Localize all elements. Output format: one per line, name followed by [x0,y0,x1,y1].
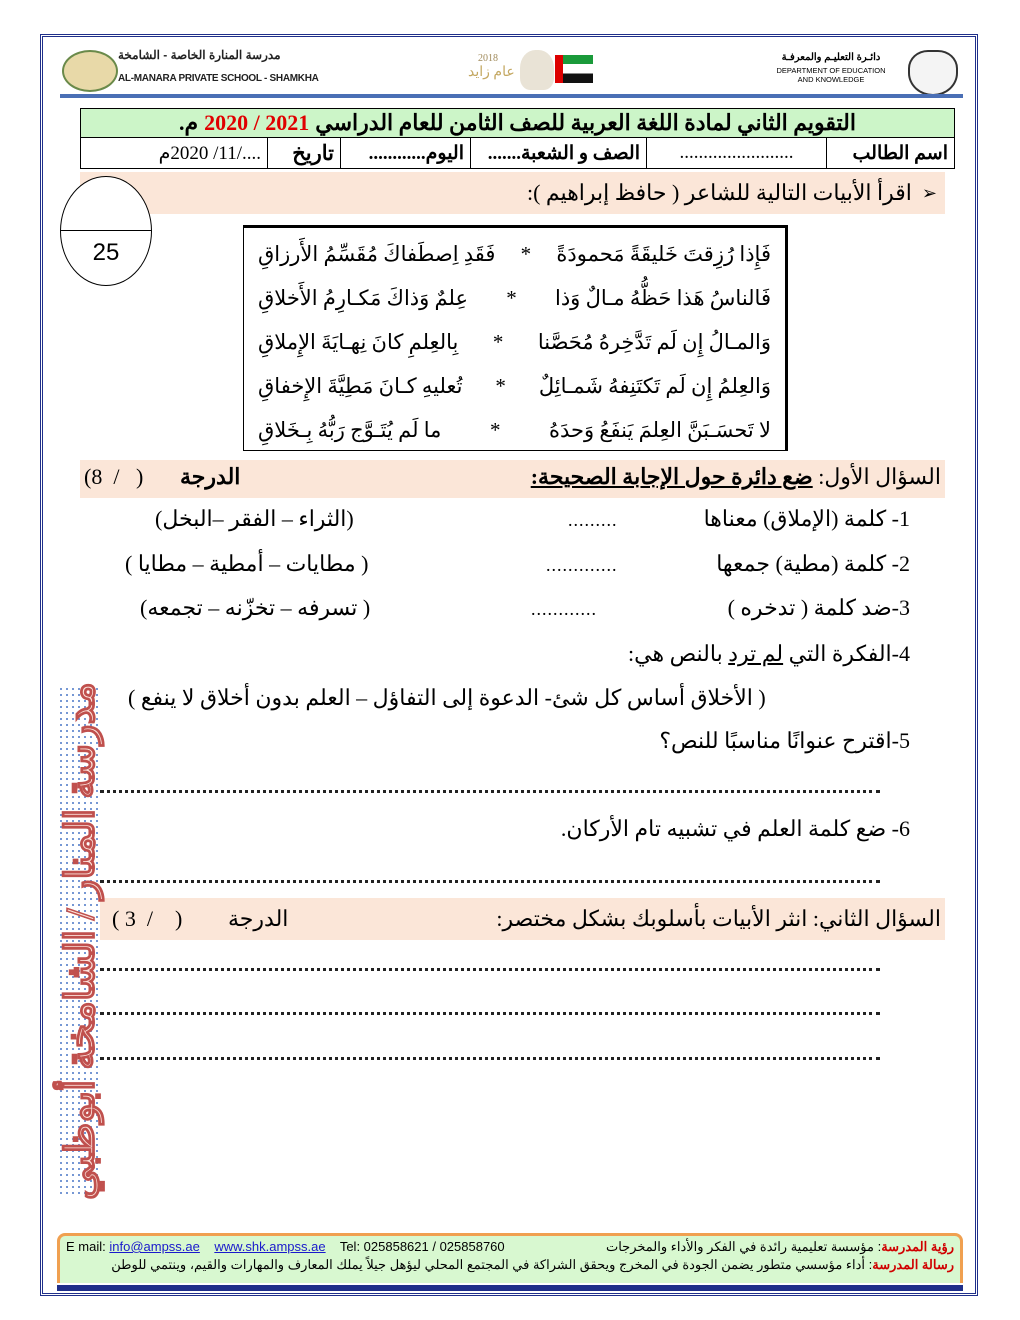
answer-line[interactable] [100,968,880,971]
vision-label: رؤية المدرسة [881,1239,954,1254]
watermark-text: مدرسة المنار / الشامخة أبوظبي [57,682,103,1200]
q1-item-4-options[interactable]: ( الأخلاق أساس كل شئ- الدعوة إلى التفاؤل – العلم بدون أخلاق لا ينفع ) [128,685,766,710]
school-name-en: AL-MANARA PRIVATE SCHOOL - SHAMKHA [118,73,319,84]
poem-verse [258,232,771,276]
item4-text-end: بالنص هي: [628,641,729,666]
q1-item-6: 6- ضع كلمة العلم في تشبيه تام الأركان. [560,816,910,841]
title-year: 2020 / 2021 [204,110,310,135]
vision-text: : مؤسسة تعليمية رائدة في الفكر والأداء والمخرجات [605,1239,882,1254]
school-watermark [57,682,103,1200]
instruction-text: اقرأ الأبيات التالية للشاعر ( حافظ إبراهيم ): [526,180,912,205]
school-name-ar: مدرسة المنارة الخاصة - الشامخة [118,48,281,62]
verse-separator: * [492,329,504,354]
verse-first-half: لا تَحسَـبَنَّ العِلمَ يَنفَعُ وَحدَهُ [548,417,771,442]
dept-name-ar: دائـرة التعليـم والمعرفـة [781,52,881,63]
verse-second-half: بِالعِلمِ كانَ نِهـايَةَ الإِملاقِ [258,329,459,354]
day-field[interactable]: اليوم............ [340,138,470,168]
q1-heading [531,464,941,490]
footer [57,1233,963,1283]
q2-heading: السؤال الثاني: انثر الأبيات بأسلوبك بشكل مختصر: [496,906,941,931]
item4-underlined: لم ترد [728,641,784,666]
verse-second-half: فَقَدِ اِصطَفاكَ مُقَسِّمُ الأَرزاقِ [258,241,496,266]
answer-line[interactable] [100,790,880,793]
answer-dots: ............ [531,599,597,619]
student-info-row [80,138,955,169]
date-field[interactable]: ..../11/ 2020م [158,142,261,164]
q2-grade: ( 3 / ) [112,906,183,931]
verse-separator: * [495,373,506,398]
falcon-emblem-icon [908,50,958,96]
verse-separator: * [520,241,532,266]
website-link[interactable]: www.shk.ampss.ae [214,1239,326,1254]
footer-bar [57,1285,963,1291]
phone-numbers: Tel: 025858621 / 025858760 [339,1239,505,1254]
dept-name-en-1: DEPARTMENT OF EDUCATION [776,66,886,75]
verse-first-half: فَالناسُ هَذا حَظُّهُ مـالٌ وَذا [555,285,771,310]
poem-verse [258,320,771,364]
q1-label: السؤال الأول: [818,464,941,489]
student-name-field[interactable]: ........................ [646,138,826,168]
q1-item-2: 2- كلمة (مطية) جمعها [716,551,910,576]
verse-first-half: وَالعِلمُ إِن لَم تَكتَنِفهُ شَمـائِلٌ [538,373,771,398]
poem-verse [258,364,771,408]
year-of-zayed-text: عام زايد [468,65,515,80]
mission-text: : أداء مؤسسي متطور يضمن الجودة في المخرج ويحقق الشراكة في المجتمع المحلي ليؤهل جيلاً يملك المعارف والمهارات والقيم، وينتمي للوطن [111,1257,873,1272]
q1-item-2-options[interactable]: ( مطايات – أمطية – مطايا ) [125,551,369,576]
score-circle [60,176,152,286]
class-field[interactable]: الصف و الشعبة....... [470,138,646,168]
verse-first-half: وَالمـالُ إِن لَم تَدَّخِرهُ مُحَصَّنا [537,329,771,354]
answer-line[interactable] [100,1057,880,1060]
title-suffix: م. [179,110,199,135]
answer-line[interactable] [100,1012,880,1015]
q1-grade: (8 / ) [84,464,144,489]
year-of-zayed-year: 2018 [478,53,498,64]
exam-title [80,108,955,138]
q1-item-5: 5-اقترح عنوانًا مناسبًا للنص؟ [659,728,910,753]
verse-separator: * [489,417,501,442]
portrait-image [520,50,554,90]
q1-item-4 [628,641,910,667]
email-label: E mail: [66,1239,106,1254]
verse-second-half: تُعليهِ كـانَ مَطِيَّةَ الإِخفاقِ [258,373,463,398]
q1-band [80,460,945,498]
q1-item-1-options[interactable]: (الثراء – الفقر –البخل) [155,506,354,531]
answer-dots: ......... [568,510,618,530]
date-label: تاريخ [267,138,340,168]
q1-item-3: 3-ضد كلمة ( تدخره ) [727,595,910,620]
footer-row-2 [66,1257,954,1273]
poem-box [243,225,788,451]
q1-item-3-options[interactable]: ( تسرفه – تخزّنه – تجمعه) [140,595,371,620]
email-link[interactable]: info@ampss.ae [109,1239,200,1254]
school-logo [62,50,118,92]
dept-name-en-2: AND KNOWLEDGE [797,75,865,84]
answer-dots: ............. [546,555,618,575]
answer-line[interactable] [100,880,880,883]
poem-verse [258,276,771,320]
verse-separator: * [506,285,517,310]
title-text: التقويم الثاني لمادة اللغة العربية للصف الثامن للعام الدراسي [315,110,856,135]
mission-label: رسالة المدرسة [872,1257,954,1272]
total-score: 25 [92,239,120,266]
arrow-bullet-icon: ➢ [921,182,937,203]
q1-grade-label: الدرجة [180,464,241,489]
instruction-band [80,172,945,214]
q1-title: ضع دائرة حول الإجابة الصحيحة: [530,464,813,489]
uae-flag-icon [555,55,593,83]
verse-second-half: ما لَم يُتَـوَّج رَبُّهُ بِـخَلاقِ [258,417,442,442]
verse-first-half: فَإِذا رُزِقتَ خَليقَةً مَحمودَةً [556,241,771,266]
footer-row-1 [66,1239,954,1255]
poem-verse [258,408,771,452]
q2-grade-label: الدرجة [228,906,289,931]
student-name-label: اسم الطالب [826,138,954,168]
verse-second-half: عِلمٌ وَذاكَ مَكـارِمُ الأَخلاقِ [258,285,468,310]
q2-band [100,898,945,940]
header-divider [60,94,963,98]
q1-item-1: 1- كلمة (الإملاق) معناها [703,506,910,531]
item4-text: 4-الفكرة التي [783,641,910,666]
